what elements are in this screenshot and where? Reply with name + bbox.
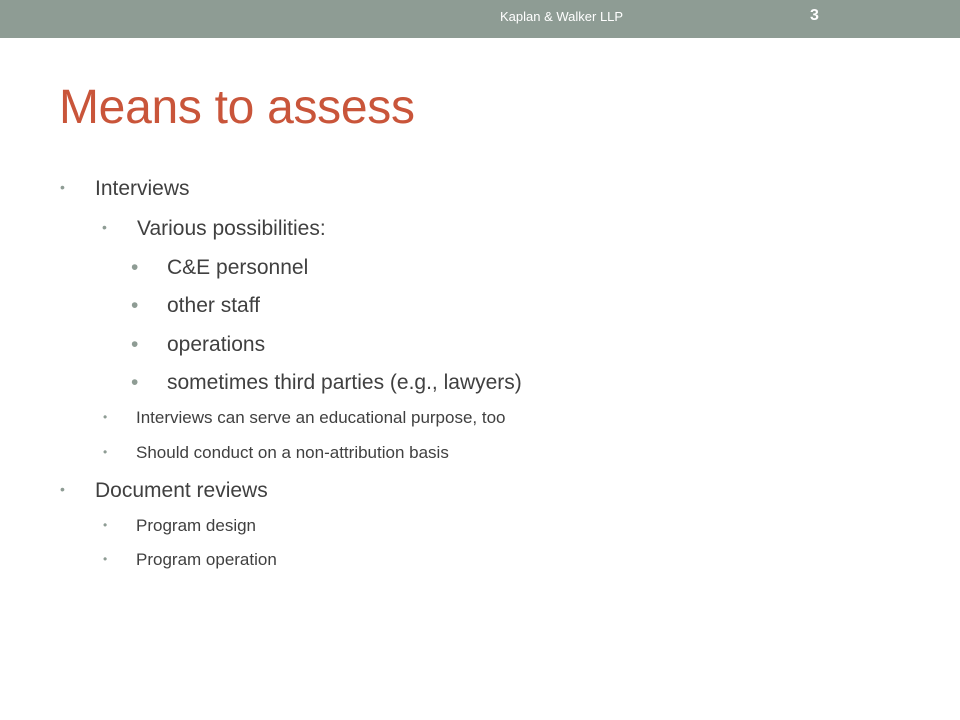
bullet-marker: •	[131, 371, 139, 394]
bullet-text: other staff	[167, 294, 261, 317]
bullet-text: sometimes third parties (e.g., lawyers)	[167, 371, 522, 394]
bullet-item	[60, 177, 190, 201]
bullet-marker: •	[103, 552, 108, 566]
bullet-marker: •	[103, 518, 108, 532]
bullet-item	[102, 217, 326, 241]
bullet-text: Should conduct on a non-attribution basis	[136, 443, 449, 462]
bullet-marker: •	[60, 179, 65, 195]
bullet-text: C&E personnel	[167, 256, 309, 279]
bullet-text: Program design	[136, 516, 257, 535]
header-bar	[0, 0, 960, 38]
slide-title: Means to assess	[59, 81, 415, 134]
bullet-item	[103, 408, 506, 428]
footer-org-text: Kaplan & Walker LLP	[500, 9, 624, 24]
bullet-text: Program operation	[136, 550, 277, 569]
bullet-marker: •	[131, 294, 139, 317]
bullet-item	[131, 256, 309, 280]
bullet-marker: •	[102, 219, 107, 235]
bullet-text: Interviews	[95, 177, 190, 200]
bullet-marker: •	[103, 410, 108, 424]
bullet-text: Interviews can serve an educational purpose, too	[136, 408, 506, 427]
slide-number: 3	[810, 7, 819, 24]
bullet-item	[131, 371, 522, 395]
bullet-item	[103, 443, 449, 463]
bullet-text: Various possibilities:	[137, 217, 326, 240]
bullet-marker: •	[131, 333, 139, 356]
bullet-text: operations	[167, 333, 266, 356]
bullet-item	[131, 333, 266, 357]
bullet-item	[60, 479, 268, 503]
bullet-item	[103, 550, 277, 570]
bullet-item	[131, 294, 261, 318]
bullet-marker: •	[103, 445, 108, 459]
bullet-item	[103, 516, 257, 536]
bullet-marker: •	[60, 481, 65, 497]
bullet-text: Document reviews	[95, 479, 268, 502]
bullet-marker: •	[131, 256, 139, 279]
